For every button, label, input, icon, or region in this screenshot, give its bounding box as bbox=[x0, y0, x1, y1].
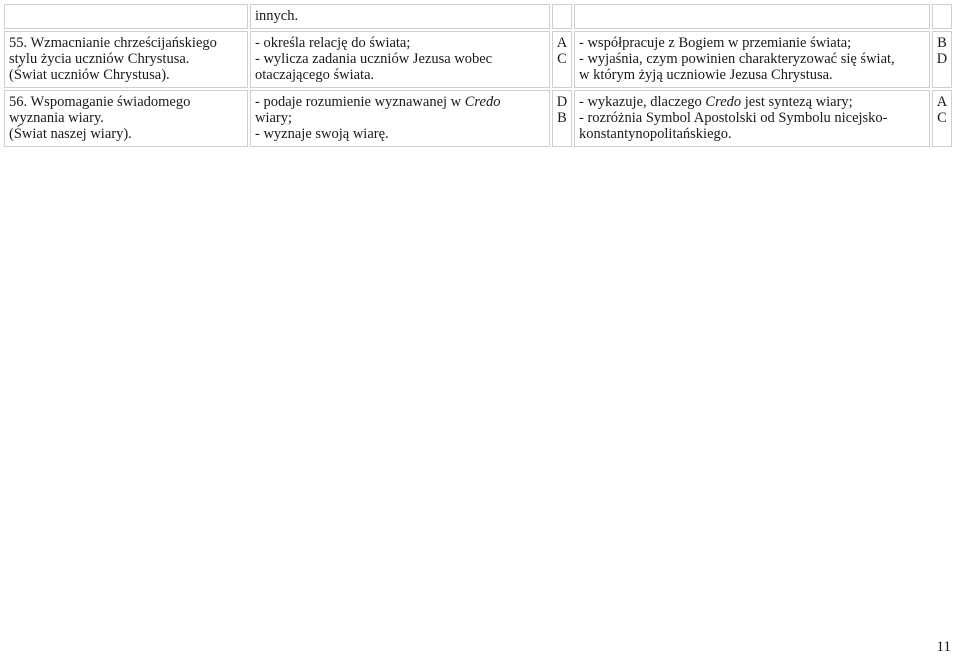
requirement-line: - określa relację do świata; bbox=[255, 35, 411, 51]
requirement-text: - podaje rozumienie wyznawanej w bbox=[255, 94, 465, 110]
requirement-line: - wyjaśnia, czym powinien charakteryzować się świat, bbox=[579, 51, 895, 67]
extended-requirements-cell bbox=[574, 90, 930, 147]
requirement-line: wiary; bbox=[255, 110, 293, 126]
extended-requirements-cell bbox=[574, 31, 930, 88]
topic-line: stylu życia uczniów Chrystusa. bbox=[9, 51, 190, 67]
requirement-line: - wyznaje swoją wiarę. bbox=[255, 126, 389, 142]
table-row bbox=[4, 4, 952, 29]
requirement-line: w którym żyją uczniowie Jezusa Chrystusa. bbox=[579, 67, 833, 83]
level-letter: B bbox=[557, 110, 567, 126]
table-cell bbox=[574, 4, 930, 29]
table-cell bbox=[932, 4, 952, 29]
table-cell bbox=[4, 4, 248, 29]
table-row bbox=[4, 31, 952, 88]
level-letter: D bbox=[556, 94, 568, 110]
requirement-text: - wykazuje, dlaczego bbox=[579, 94, 706, 110]
requirement-text: jest syntezą wiary; bbox=[741, 94, 853, 110]
level-letter: D bbox=[936, 51, 948, 67]
requirement-line: konstantynopolitańskiego. bbox=[579, 126, 732, 142]
requirement-line bbox=[579, 94, 925, 110]
credo-term: Credo bbox=[464, 94, 501, 110]
topic-line: wyznania wiary. bbox=[9, 110, 104, 126]
carry-over-text: innych. bbox=[255, 8, 299, 24]
level-letter: C bbox=[557, 51, 567, 67]
requirement-line bbox=[255, 94, 545, 110]
topic-line: 56. Wspomaganie świadomego bbox=[9, 94, 191, 110]
topic-cell bbox=[4, 90, 248, 147]
basic-level-cell bbox=[552, 90, 572, 147]
extended-level-cell bbox=[932, 31, 952, 88]
table-cell bbox=[250, 4, 550, 29]
requirement-line: - rozróżnia Symbol Apostolski od Symbolu nicejsko- bbox=[579, 110, 888, 126]
topic-line: (Świat naszej wiary). bbox=[9, 126, 132, 142]
topic-line: 55. Wzmacnianie chrześcijańskiego bbox=[9, 35, 217, 51]
level-letter: A bbox=[936, 94, 948, 110]
credo-term: Credo bbox=[705, 94, 742, 110]
topic-cell bbox=[4, 31, 248, 88]
extended-level-cell bbox=[932, 90, 952, 147]
page-number: 11 bbox=[936, 639, 951, 655]
requirement-line: - wylicza zadania uczniów Jezusa wobec bbox=[255, 51, 493, 67]
basic-requirements-cell bbox=[250, 31, 550, 88]
requirement-line: - współpracuje z Bogiem w przemianie świata; bbox=[579, 35, 852, 51]
basic-requirements-cell bbox=[250, 90, 550, 147]
level-letter: C bbox=[937, 110, 947, 126]
level-letter: B bbox=[937, 35, 947, 51]
requirement-line: otaczającego świata. bbox=[255, 67, 375, 83]
basic-level-cell bbox=[552, 31, 572, 88]
table-row bbox=[4, 90, 952, 147]
curriculum-table bbox=[2, 2, 954, 149]
level-letter: A bbox=[556, 35, 568, 51]
table-cell bbox=[552, 4, 572, 29]
topic-line: (Świat uczniów Chrystusa). bbox=[9, 67, 170, 83]
